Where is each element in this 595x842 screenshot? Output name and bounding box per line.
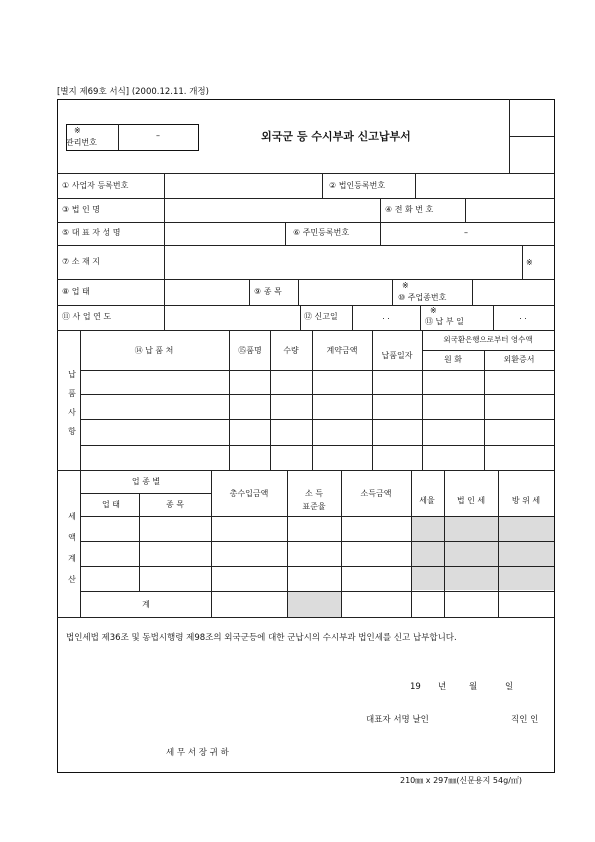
- col-delivery-date: 납품일자: [381, 351, 413, 360]
- label-resident-reg-no: ⑥ 주민등록번호: [293, 228, 350, 237]
- col-product: ⑮품명: [238, 346, 262, 355]
- col-tax-rate: 세율: [419, 496, 435, 505]
- pay-date-mark: ※: [430, 306, 437, 315]
- col-income-amount: 소득금액: [360, 489, 392, 498]
- date-month-unit: 월: [469, 682, 478, 692]
- management-number-value: –: [156, 131, 160, 140]
- resident-reg-dash: –: [464, 228, 468, 237]
- report-date-dots: . .: [382, 312, 390, 321]
- col-income-rate-2: 표준율: [302, 502, 326, 511]
- form-title: 외국군 등 수시부과 신고납부서: [261, 130, 411, 143]
- total-rate-shaded-cell: [287, 591, 341, 617]
- management-mark: ※: [74, 126, 81, 135]
- industry-code-mark: ※: [402, 281, 409, 290]
- col-total-revenue: 총수입금액: [229, 489, 269, 498]
- label-item: ⑨ 종 목: [254, 287, 282, 296]
- official-seal: 직인 인: [511, 715, 539, 725]
- col-defense-tax: 방 위 세: [511, 496, 541, 505]
- col-fx-certificate: 외환증서: [503, 355, 535, 364]
- col-income-rate-1: 소 득: [305, 489, 323, 498]
- declaration-statement: 법인세법 제36조 및 동법시행령 제98조의 외국군등에 대한 군납시의 수시부과 법인세를 신고 납부합니다.: [66, 633, 457, 643]
- label-industry-code: ⑩ 주업종번호: [398, 293, 447, 302]
- management-number-label: 관리번호: [66, 138, 97, 147]
- tax-side-label: 세 액 계 산: [68, 512, 76, 584]
- date-year-unit: 년: [438, 682, 447, 692]
- label-business-type: ⑧ 업 태: [62, 287, 90, 296]
- paper-spec: 210㎜ x 297㎜(신문용지 54g/㎡): [400, 776, 523, 785]
- representative-signature: 대표자 서명 날인: [366, 715, 429, 725]
- label-corporate-name: ③ 법 인 명: [62, 205, 100, 214]
- col-business-type: 업 태: [102, 500, 120, 509]
- total-label: 계: [142, 600, 150, 609]
- col-receipt-from-bank: 외국환은행으로부터 영수액: [443, 335, 533, 344]
- pay-date-dots: . .: [519, 312, 527, 321]
- label-fiscal-year: ⑪ 사 업 연 도: [62, 312, 112, 321]
- label-pay-date: ⑬ 납 부 일: [425, 317, 464, 326]
- col-contract-amount: 계약금액: [326, 346, 358, 355]
- label-representative-name: ⑤ 대 표 자 성 명: [62, 228, 121, 237]
- col-corporate-tax: 법 인 세: [456, 496, 486, 505]
- label-business-reg-no: ① 사업자 등록번호: [62, 181, 129, 190]
- label-report-date: ⑫ 신고일: [304, 312, 338, 321]
- label-location: ⑦ 소 재 지: [62, 257, 100, 266]
- tax-shaded-area: [411, 516, 554, 590]
- col-business-item: 종 목: [166, 500, 184, 509]
- label-phone: ④ 전 화 번 호: [385, 205, 434, 214]
- location-mark: ※: [526, 258, 533, 267]
- delivery-side-label: 납 품 사 항: [68, 370, 76, 436]
- col-quantity: 수량: [283, 346, 299, 355]
- date-year: 19: [410, 682, 421, 692]
- date-day-unit: 일: [505, 682, 514, 692]
- col-customer: ⑭ 납 품 처: [134, 346, 174, 355]
- addressee: 세 무 서 장 귀 하: [166, 748, 229, 758]
- col-by-industry: 업 종 별: [131, 477, 161, 486]
- label-corporate-reg-no: ② 법인등록번호: [329, 181, 386, 190]
- form-frame: [57, 99, 555, 773]
- col-krw: 원 화: [444, 355, 462, 364]
- form-reference: [별지 제69호 서식] (2000.12.11. 개정): [57, 87, 209, 97]
